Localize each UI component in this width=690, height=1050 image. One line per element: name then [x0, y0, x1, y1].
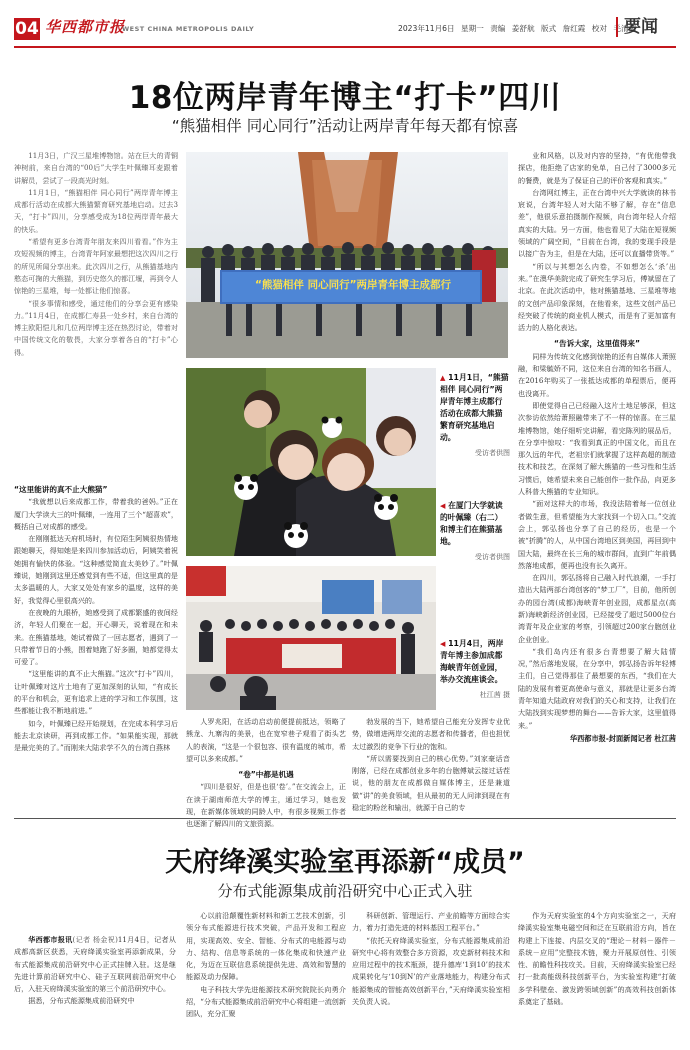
section-label: 要闻 — [616, 17, 658, 37]
lead-paragraph: “很多事情和感受，通过他们的分享会更有感染力。”11月4日，在成都仁寿县一处乡村，来自台湾的博主欧阳恺儿和几位两岸博主还在热烈讨论，带着对中国传统文化的敬畏，大家分享着各自的“打卡”心得。 — [14, 298, 178, 357]
story2-title: 天府绛溪实验室再添新“成员” — [165, 847, 525, 878]
header-rule — [14, 46, 676, 48]
byline-lead: 华西都市报讯 — [28, 935, 73, 944]
body-paragraph: 同样为传统文化感到惊艳的还有自媒体人萧照融，和梁毓娇不同，这位来自台湾的知名书画人，在2016年购买了一张抵达成都的单程票后，便再也没离开。 — [518, 351, 676, 398]
caption-text: 11月4日，两岸青年博主参加成都海峡青年创业园，举办交流座谈会。 — [440, 639, 504, 684]
caption-marker-icon: ◀ — [440, 502, 446, 510]
page-number: 04 — [15, 19, 39, 39]
body-paragraph: 作为天府实验室的4个方向实验室之一，天府绛溪实验室集电磁空间和泛在互联前沿方向，旨在构建上下连接、内层交叉的“理论－材料－器件－系统－应用”完整技术链，聚力开展原创性、引领性、前瞻性科技攻关。目前，天府绛溪实验室已经打一批高能级科技创新平台，为实验室构建“打破多学科壁垒、激发跨领域创新”的高效科技创新体系奠定了基础。 — [518, 911, 676, 1007]
body-paragraph: 科研创新、管理运行、产业前瞻等方面综合实力，着力打造先进的材料基因工程平台。” — [352, 911, 510, 933]
body-paragraph: 人罗兆阳，在活动启动前便提前抵达，领略了熊龙、九寨沟的美景，也在宽窄巷子观看了街头艺人的表演，“这是一个很包容、很有温度的城市，希望可以多来成都。” — [186, 717, 346, 763]
story1-column-1 — [14, 480, 178, 815]
story1-column-4 — [518, 150, 676, 815]
photo-banner-text: “熊猫相伴 同心同行”两岸青年博主成都行 — [255, 279, 451, 291]
photo-caption-2 — [440, 500, 510, 563]
body-paragraph: 即使觉得自己已经融入这片土地足够深，但这次参访依然给萧照融带来了不一样的惊喜。在三星堆博物馆，她仔细听完讲解，看完陈列的展品后，在分享中惊叹：“我看到真正的中国文化，而且在那久远的年代，老祖宗们就掌握了这样高超的制造技术和技艺，在深刻了解大熊猫的一些习性和生活习惯后，她希望未来自己能创作一批作品，向更多人科普大熊猫的专业知识。 — [518, 400, 676, 497]
story2-column-2 — [186, 910, 346, 1044]
story2-column-3 — [352, 910, 510, 1044]
story2-column-1 — [14, 934, 176, 1044]
story2-subtitle: 分布式能源集成前沿研究中心正式入驻 — [217, 882, 473, 900]
paper-logo: 华西都市报 — [45, 18, 126, 36]
forum-photo-exchange-meeting — [186, 566, 436, 710]
paper-english-name: WEST CHINA METROPOLIS DAILY — [122, 25, 255, 33]
story1-lead-column — [14, 150, 178, 478]
body-paragraph: “依托天府绛溪实验室，分布式能源集成前沿研究中心将有效整合多方资源，攻克新材料技术和应用过程中的技术瓶颈，提升德库‘1到10’的技术成果转化与‘10到N’的产业落地能力，构建分布式能源集成的智能高效创新平台，”天府绛溪实验室相关负责人说。 — [352, 935, 510, 1007]
caption-marker-icon: ◀ — [440, 640, 446, 648]
body-paragraph: 在夜晚的九眼桥，她感受到了成都繁盛的夜间经济，年轻人们聚在一起，开心聊天，说着现在和未来。在熊猫基地，她试着做了一回志愿者，遇到了一只带着节日的小熊，围着她跑了好多圈，她都觉得太可爱了。 — [14, 607, 178, 667]
issue-meta: 2023年11月6日 星期一 责编 姜舒航 版式 詹红霞 校对 毛清源 — [398, 24, 637, 33]
subheading-3: “告诉大家，这里值得来” — [554, 339, 640, 349]
caption-text: 在厦门大学就读的叶佩臻（右二）和博主们在熊猫基地。 — [440, 501, 503, 546]
photo-caption-3 — [440, 638, 510, 701]
lead-paragraph: 11月1日，“熊猫相伴 同心同行”两岸青年博主成都行活动在成都大熊猫繁育研究基地启动。过去3天，“打卡”四川，分享感受成为18位两岸青年最大的快乐。 — [14, 187, 178, 234]
subheading-2: “卷”中都是机遇 — [238, 770, 294, 780]
story1-column-3 — [352, 716, 510, 816]
body-paragraph: “这里能讲的真不止大熊猫。”这次“打卡”四川，让叶佩臻对这片土地有了更加深刻的认知，“有成长的平台和机会，更有追求上进的学习和工作氛围，这些都能让我不断地前进。” — [14, 669, 178, 716]
photo-caption-1 — [440, 372, 510, 459]
story2-column-4 — [518, 910, 676, 1044]
caption-marker-icon: ▲ — [440, 374, 446, 382]
body-paragraph: 如今，叶佩臻已经开始规划，在完成本科学习后能去北京读研，再到成都工作。“如果能实现，那就是最完美的了。”而刚来大陆求学不久的台湾白燕林 — [14, 718, 178, 753]
group-photo-panda-base — [186, 152, 508, 358]
body-paragraph: 11月4日，记者从成都高新区获悉，天府绛溪实验室再添新成果，分布式能源集成前沿研究中心正式挂牌入驻。这是继先进计算前沿研究中心、硅子互联网前沿研究中心后，入驻天府绛溪实验室的第三个前沿研究中心。 — [14, 935, 177, 994]
body-paragraph: 在四川，郭弘扬将自己融入时代浪潮，一手打造出大陆两部台湾创客的“梦工厂”，目前，他所创办的园台湾(成都)海峡青年创业园，成都星点(高新)海峡新经济创业园，已经接受了超过5000位台湾青年及企业家的考察，引领超过200家台胞创业企业创业。 — [518, 573, 676, 644]
subheading-1: “这里能讲的真不止大熊猫” — [14, 485, 108, 494]
selfie-photo-with-panda-dolls — [186, 368, 436, 556]
body-paragraph: 电子科技大学先进能源技术研究院院长向勇介绍，“分布式能源集成前沿研究中心将组建一流创新团队，充分汇聚 — [186, 984, 346, 1019]
body-paragraph: “我们岛内还有很多台青想要了解大陆情况，”然后落地发展，在分享中，郭弘扬告诉年轻博主们，自己觉得那住了最想要的东西，“我们在大陆的发展有着更高使命与意义，那就是让更多台湾青年知道大陆政府对我们的关心和支持，让我们在大陆找到实现梦想的舞台——告诉大家，这里值得来。” — [518, 646, 676, 730]
reporter-signoff: 华西都市报-封面新闻记者 杜江茜 — [569, 733, 676, 743]
body-paragraph: 业和风格，以及对内容的坚持，“有优他带我探店，他拒绝了店家的免单，自己付了3000多元的餐费，就是为了保证自己的评价客观和真实。” — [518, 151, 676, 185]
body-paragraph: “所以与其想怎么内卷，不如想怎么‘杀’出来。”在澳华美院完成了研究生学习后，傅斌留在了北京。在此次活动中，他对熊猫基地、三星堆等地的文创产品印象深刻，在他看来，这些文创产品已经突破了传统的商业机人模式，而是有了更加富有活力的人格化表达。 — [518, 261, 676, 333]
lead-paragraph: 11月3日，广汉三星堆博物馆。站在巨大的青铜神树前，来自台湾的“00后”大学生叶佩臻耳麦跟着讲解员，尝试了一段高光时刻。 — [14, 151, 178, 185]
body-paragraph: “四川是很好，但是也很‘卷’。”在交流会上，正在读于湖南师范大学的博主，通过学习，她也发现，在新媒体领域的同龄人中，有很多视频工作者也逐渐了解四川的文旅资源。 — [186, 782, 346, 829]
photo-credit: 受访者供图 — [475, 449, 510, 457]
story1-title: 18位两岸青年博主“打卡”四川 — [128, 80, 562, 116]
photo-credit: 受访者供图 — [475, 553, 510, 561]
body-paragraph: “我就想以后来成都工作，带着我的爸妈。”正在厦门大学读大三的叶佩臻，一连用了三个“超喜欢”，概括自己对成都的感受。 — [14, 497, 178, 531]
caption-text: 11月1日，“熊猫相伴 同心同行”两岸青年博主成都行活动在成都大熊猫繁育研究基地启动。 — [440, 373, 509, 442]
page-header — [0, 0, 690, 54]
body-paragraph: 勃发展的当下，她希望自己能充分发挥专业优势，做增进两岸交流的志愿者和传播者，但也担忧太过激烈的竞争下行业的饱和。 — [352, 717, 510, 751]
body-paragraph: 台湾网红博主，正在台湾中兴大学就读的林书宸说，台湾年轻人对大陆不够了解，存在“信息差”，他很乐意拍摄制作视频，向台湾年轻人介绍真实的大陆。另一方面，他也看见了大陆在短视频领域的广阔空间，“目前在台湾，我的变现手段是以接广告为主，但是在大陆，还可以直播带货等。” — [518, 187, 676, 259]
body-paragraph: 心以前沿颠覆性新材料和新工艺技术创新，引领分布式能源进行技术突破，产品开发和工程应用，实现高效、安全、智能、分布式的电能源与动力、结构、信息等系统的一体化集成和快速产业化，为迈在互联信息系统提供先进、高效和智慧的能源及动力保障。 — [186, 911, 346, 982]
byline-reporter: (记者 杨金祝) — [72, 935, 118, 944]
lead-paragraph: “希望有更多台湾青年朋友来四川看看。”作为主攻短视频的博主，台湾青年阿家最想把这次四川之行的所见所闻分享出来。此次四川之行，从熊猫基地内憨态可掬的大熊猫，到历史悠久的都江堰，再到令人惊艳的三星堆，每一处都让他们惊喜。 — [14, 237, 178, 296]
body-paragraph: “所以需要找到自己的核心优势。”刘家豪话音刚落，已经在成都创业多年的台胞傅斌云接过话茬说，他的朋友在成都做自媒体博主，还是兼道做“讲”的美食领域，但从最初的无人问津到现在有稳定的粉丝和输出，就源于自己的专 — [352, 753, 510, 813]
story1-column-2 — [186, 716, 346, 829]
photo-credit: 杜江茜 摄 — [479, 691, 510, 699]
story-divider — [14, 818, 676, 819]
story1-subtitle: “熊猫相伴 同心同行”活动让两岸青年每天都有惊喜 — [171, 117, 519, 135]
body-paragraph: “面对这样大的市场，我没法陪着每一位创业者做生意，但希望能为大家找到一个切入口。”交流会上，郭弘扬也分享了自己的经历，也是一个被“折腾”的人，从中国台湾地区到美国，再回到中国大陆，最终在长三角的城市群间，直到广年前偶然落地成都，便再也没有长久离开。 — [518, 499, 676, 570]
body-paragraph: 据悉，分布式能源集成前沿研究中 — [28, 996, 135, 1006]
body-paragraph: 在刚刚抵达天府机场时，有位陌生阿姨很热情地跟她聊天，得知她是来四川参加活动后，阿姨笑着祝她拥有愉快的体验。“这种感觉简直太美妙了。”叶佩臻说，她刚到这里还感觉到有些不适，但这里真的是太多温暖的人，大家又处处有家乡的温度，这样的美好，我觉得心里很高兴的。 — [14, 534, 178, 605]
